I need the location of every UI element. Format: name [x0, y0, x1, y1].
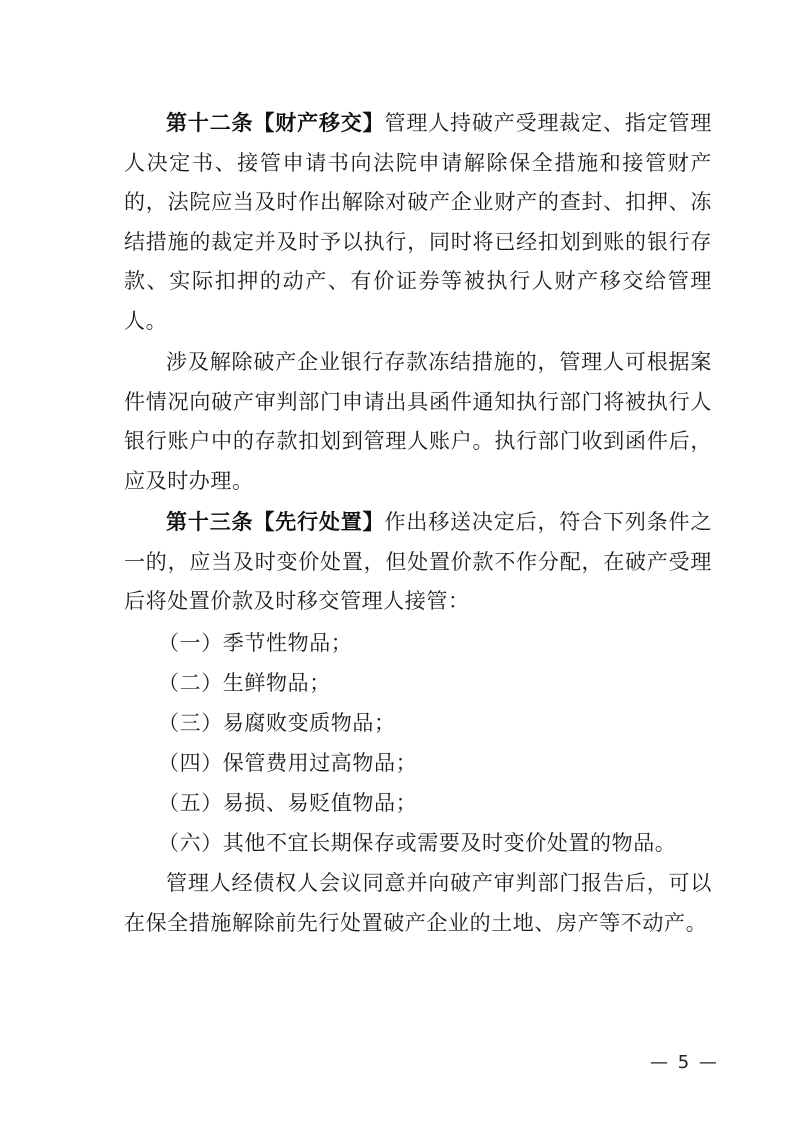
article-12-text: 管理人持破产受理裁定、指定管理人决定书、接管申请书向法院申请解除保全措施和接管财产的，法院应当及时作出解除对破产企业财产的查封、扣押、冻结措施的裁定并及时予以执行，同时将已经扣划到账的银行存款、实际扣押的动产、有价证券等被执行人财产移交给管理人。: [124, 111, 712, 333]
page-number: — 5 —: [650, 1052, 719, 1073]
article-13-heading: 第十三条【先行处置】: [166, 510, 385, 534]
article-12-paragraph-2: 涉及解除破产企业银行存款冻结措施的，管理人可根据案件情况向破产审判部门申请出具函件通知执行部门将被执行人银行账户中的存款扣划到管理人账户。执行部门收到函件后，应及时办理。: [124, 350, 712, 493]
closing-paragraph: 管理人经债权人会议同意并向破产审判部门报告后，可以在保全措施解除前先行处置破产企业的土地、房产等不动产。: [124, 871, 712, 935]
list-item-1: （一）季节性物品；: [158, 631, 353, 655]
article-13-paragraph: [124, 503, 712, 622]
list-item-4: （四）保管费用过高物品；: [158, 751, 418, 775]
list-item-6: （六）其他不宜长期保存或需要及时变价处置的物品。: [158, 831, 677, 855]
list-item-3: （三）易腐败变质物品；: [158, 711, 396, 735]
list-item-5: （五）易损、易贬值物品；: [158, 791, 418, 815]
article-13-text: 作出移送决定后，符合下列条件之一的，应当及时变价处置，但处置价款不作分配，在破产受理后将处置价款及时移交管理人接管：: [124, 510, 712, 613]
article-12-heading: 第十二条【财产移交】: [166, 111, 385, 135]
list-item-2: （二）生鲜物品；: [158, 671, 331, 695]
article-12-paragraph: [124, 104, 712, 341]
